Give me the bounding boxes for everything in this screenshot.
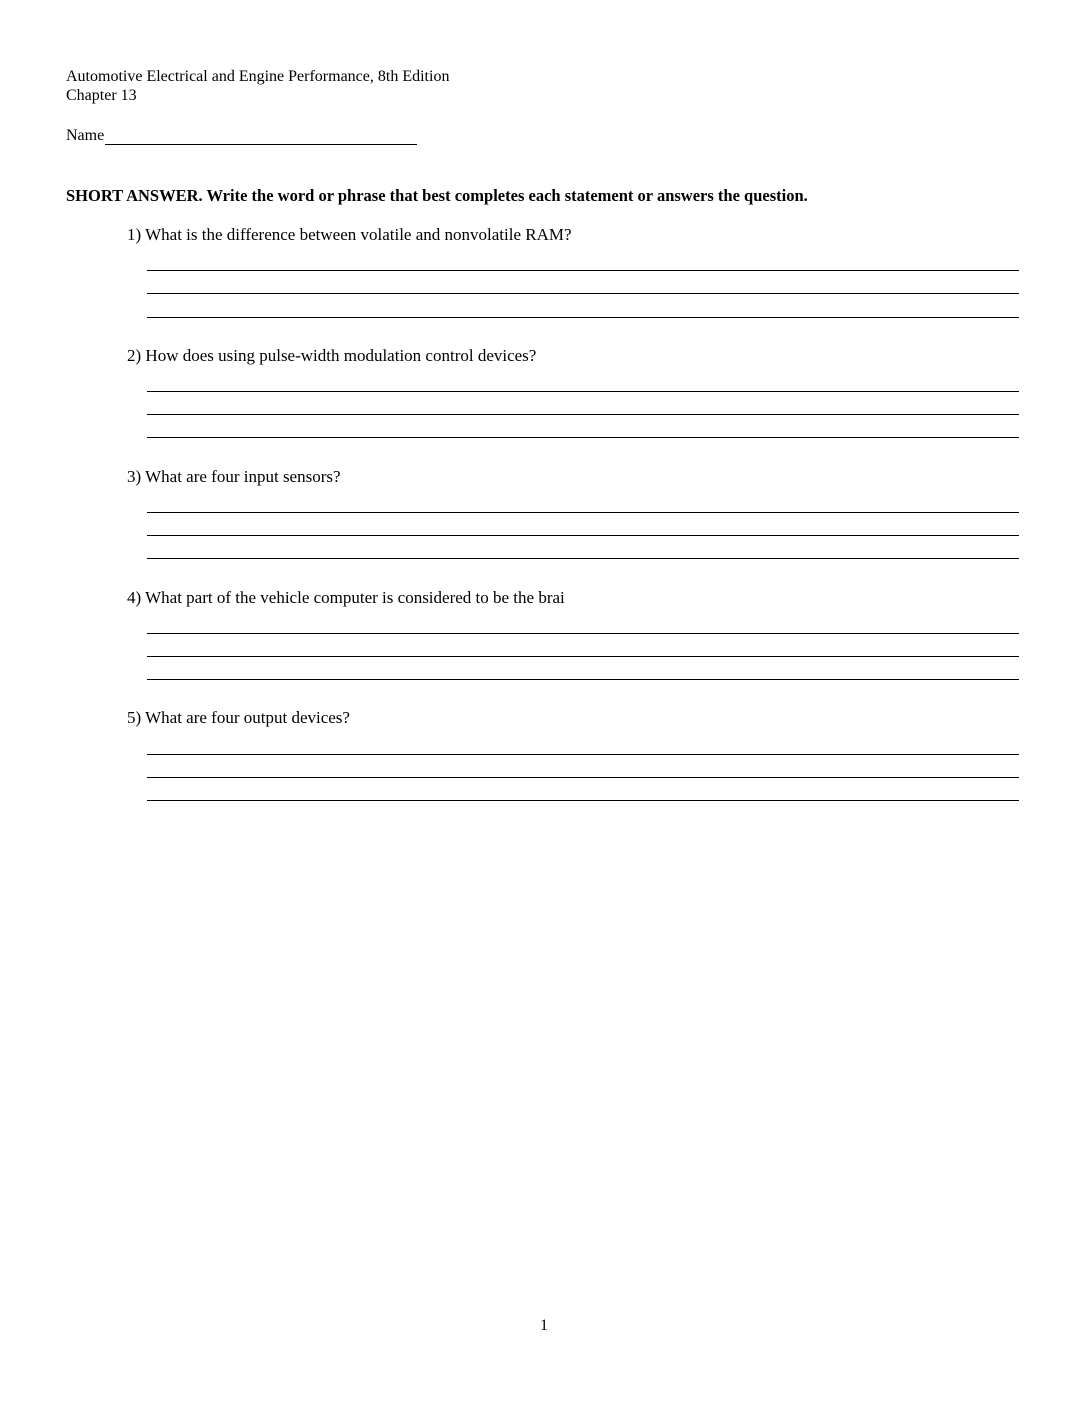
answer-line[interactable] — [147, 633, 1019, 634]
answer-line[interactable] — [147, 754, 1019, 755]
answer-line[interactable] — [147, 535, 1019, 536]
question-4: 4) What part of the vehicle computer is considered to be the brai — [127, 588, 565, 607]
answer-line[interactable] — [147, 512, 1019, 513]
answer-line[interactable] — [147, 391, 1019, 392]
name-label: Name — [66, 127, 105, 144]
page-number: 1 — [540, 1317, 548, 1334]
question-5: 5) What are four output devices? — [127, 708, 350, 727]
answer-line[interactable] — [147, 270, 1019, 271]
answer-line[interactable] — [147, 656, 1019, 657]
answer-line[interactable] — [147, 317, 1019, 318]
question-2: 2) How does using pulse-width modulation control devices? — [127, 346, 537, 365]
answer-line[interactable] — [147, 800, 1019, 801]
answer-line[interactable] — [147, 558, 1019, 559]
question-1: 1) What is the difference between volatile and nonvolatile RAM? — [127, 225, 572, 244]
instructions: SHORT ANSWER. Write the word or phrase that best completes each statement or answers the question. — [66, 186, 808, 205]
answer-line[interactable] — [147, 777, 1019, 778]
answer-line[interactable] — [147, 679, 1019, 680]
book-title: Automotive Electrical and Engine Performance, 8th Edition — [66, 68, 450, 85]
answer-line[interactable] — [147, 414, 1019, 415]
question-3: 3) What are four input sensors? — [127, 467, 341, 486]
name-input-line[interactable] — [105, 125, 417, 145]
chapter-label: Chapter 13 — [66, 87, 137, 104]
answer-line[interactable] — [147, 437, 1019, 438]
answer-line[interactable] — [147, 293, 1019, 294]
name-field-row — [66, 125, 417, 145]
